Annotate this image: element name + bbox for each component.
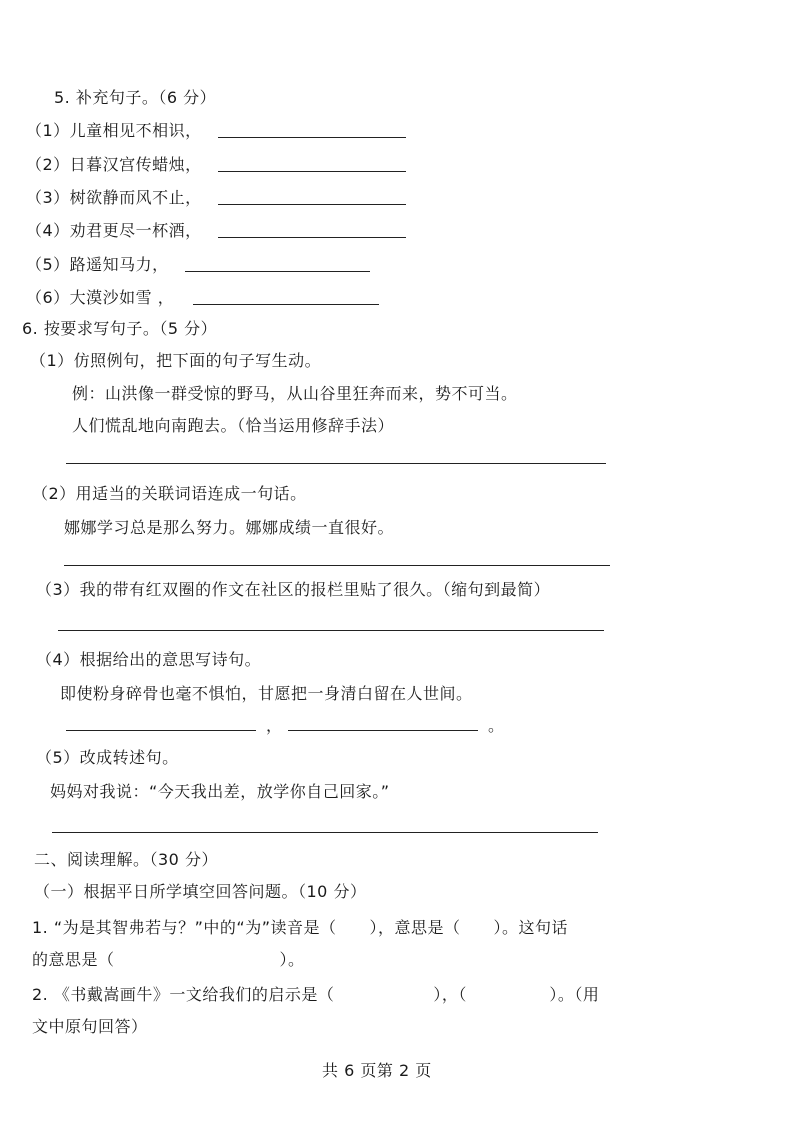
q2-prompt: （2）用适当的关联词语连成一句话。 bbox=[32, 484, 307, 503]
answer-line[interactable] bbox=[52, 832, 598, 833]
reading-q1-line2: 的意思是（ ）。 bbox=[32, 950, 305, 969]
answer-line[interactable] bbox=[58, 630, 604, 631]
section-5-item-3: （3）树欲静而风不止， bbox=[26, 188, 202, 207]
reading-q1-line1: 1. “为是其智弗若与？”中的“为”读音是（ ），意思是（ ）。这句话 bbox=[32, 918, 569, 937]
reading-q2-line2: 文中原句回答） bbox=[32, 1017, 148, 1036]
answer-line[interactable] bbox=[64, 565, 610, 566]
q3-prompt: （3）我的带有红双圈的作文在社区的报栏里贴了很久。（缩句到最简） bbox=[36, 580, 551, 599]
answer-line-right[interactable] bbox=[288, 730, 478, 731]
section-5-item-2: （2）日暮汉宫传蜡烛， bbox=[26, 155, 202, 174]
part-2-sub-heading: （一）根据平日所学填空回答问题。（10 分） bbox=[34, 882, 367, 901]
section-5-item-4: （4）劝君更尽一杯酒， bbox=[26, 221, 202, 240]
section-5-heading: 5. 补充句子。（6 分） bbox=[54, 88, 217, 107]
answer-line-left[interactable] bbox=[66, 730, 256, 731]
q4-prompt: （4）根据给出的意思写诗句。 bbox=[36, 650, 262, 669]
blank-line[interactable] bbox=[185, 271, 370, 272]
section-5-item-6: （6）大漠沙如雪 ， bbox=[26, 288, 175, 307]
blank-line[interactable] bbox=[218, 204, 406, 205]
q1-sentence: 人们慌乱地向南跑去。（恰当运用修辞手法） bbox=[72, 416, 395, 435]
q5-sentence: 妈妈对我说：“今天我出差，放学你自己回家。” bbox=[50, 782, 390, 801]
blank-line[interactable] bbox=[218, 137, 406, 138]
q4-sentence: 即使粉身碎骨也毫不惧怕，甘愿把一身清白留在人世间。 bbox=[60, 684, 473, 703]
reading-q2-line1: 2. 《书戴嵩画牛》一文给我们的启示是（ ），（ ）。（用 bbox=[32, 985, 600, 1004]
q2-sentence: 娜娜学习总是那么努力。娜娜成绩一直很好。 bbox=[64, 518, 395, 537]
blank-line[interactable] bbox=[218, 237, 406, 238]
section-6-heading: 6. 按要求写句子。（5 分） bbox=[22, 319, 218, 338]
blank-line[interactable] bbox=[193, 304, 379, 305]
period-mark: 。 bbox=[488, 716, 505, 735]
section-5-item-5: （5）路遥知马力， bbox=[26, 255, 169, 274]
answer-line[interactable] bbox=[66, 463, 606, 464]
q1-example: 例：山洪像一群受惊的野马，从山谷里狂奔而来，势不可当。 bbox=[72, 384, 518, 403]
blank-line[interactable] bbox=[218, 171, 406, 172]
section-5-item-1: （1）儿童相见不相识， bbox=[26, 121, 202, 140]
comma-mark: ， bbox=[266, 716, 283, 735]
q1-prompt: （1）仿照例句，把下面的句子写生动。 bbox=[30, 351, 322, 370]
q5-prompt: （5）改成转述句。 bbox=[36, 748, 179, 767]
part-2-heading: 二、阅读理解。（30 分） bbox=[34, 850, 218, 869]
page-footer: 共 6 页第 2 页 bbox=[322, 1061, 432, 1080]
